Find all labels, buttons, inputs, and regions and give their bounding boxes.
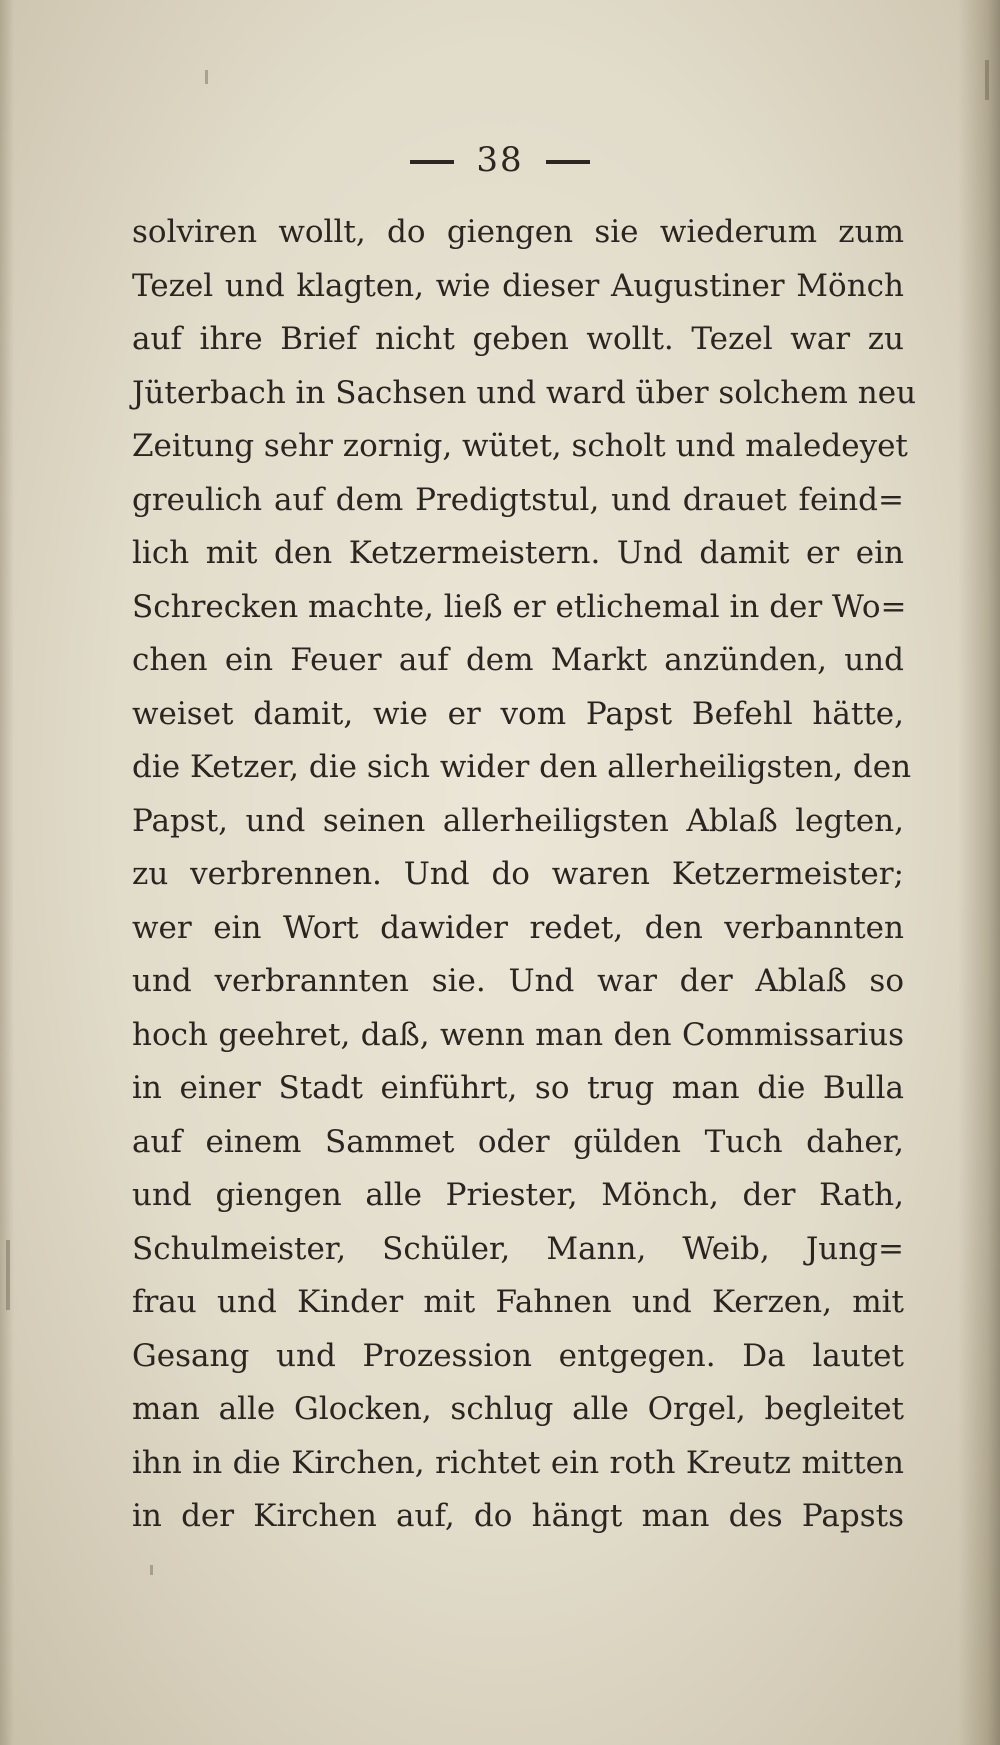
text-line: Schulmeister, Schüler, Mann, Weib, Jung=	[132, 1230, 904, 1267]
text-line: frau und Kinder mit Fahnen und Kerzen, mit	[132, 1284, 904, 1320]
text-line: lich mit den Ketzermeistern. Und damit er ein	[132, 535, 904, 571]
text-line: und verbrannten sie. Und war der Ablaß so	[132, 963, 904, 999]
text-line: chen ein Feuer auf dem Markt anzünden, und	[132, 642, 904, 678]
page-header	[0, 140, 1000, 180]
text-line: solviren wollt, do giengen sie wiederum zum	[132, 214, 904, 250]
page-number: 38	[476, 140, 524, 180]
text-line: in der Kirchen auf, do hängt man des Papsts	[132, 1498, 904, 1534]
text-line: Tezel und klagten, wie dieser Augustiner Mönch	[132, 267, 904, 304]
text-line: die Ketzer, die sich wider den allerheiligsten, den	[132, 749, 912, 785]
body-text	[132, 206, 917, 1544]
text-line: auf einem Sammet oder gülden Tuch daher,	[132, 1123, 904, 1160]
text-line: Zeitung sehr zornig, wütet, scholt und maledeyet	[132, 428, 908, 464]
text-line: Schrecken machte, ließ er etlichemal in der Wo=	[132, 588, 907, 625]
paper-speck	[205, 70, 208, 84]
paper-speck	[6, 1240, 10, 1310]
text-line: greulich auf dem Predigtstul, und drauet feind=	[132, 481, 904, 518]
paper-speck	[150, 1565, 153, 1575]
text-line: Jüterbach in Sachsen und ward über solchem neu	[132, 374, 917, 411]
text-line: zu verbrennen. Und do waren Ketzermeister;	[132, 856, 904, 892]
page-right-shadow	[958, 0, 1000, 1745]
paper-speck	[985, 60, 989, 100]
text-line: ihn in die Kirchen, richtet ein roth Kreutz mitten	[132, 1444, 904, 1481]
page-left-shadow	[0, 0, 14, 1745]
text-line: weiset damit, wie er vom Papst Befehl hätte,	[132, 695, 904, 732]
text-line: hoch geehret, daß, wenn man den Commissarius	[132, 1016, 904, 1053]
text-line: und giengen alle Priester, Mönch, der Rath,	[132, 1177, 904, 1213]
text-line: Papst, und seinen allerheiligsten Ablaß legten,	[132, 802, 904, 839]
text-line: auf ihre Brief nicht geben wollt. Tezel war zu	[132, 321, 904, 357]
text-line: in einer Stadt einführt, so trug man die Bulla	[132, 1070, 904, 1106]
header-dash-left	[410, 160, 454, 164]
text-line: man alle Glocken, schlug alle Orgel, begleitet	[132, 1391, 904, 1427]
header-dash-right	[546, 160, 590, 164]
text-line: wer ein Wort dawider redet, den verbannten	[132, 909, 904, 946]
text-line: Gesang und Prozession entgegen. Da lautet	[132, 1337, 904, 1374]
